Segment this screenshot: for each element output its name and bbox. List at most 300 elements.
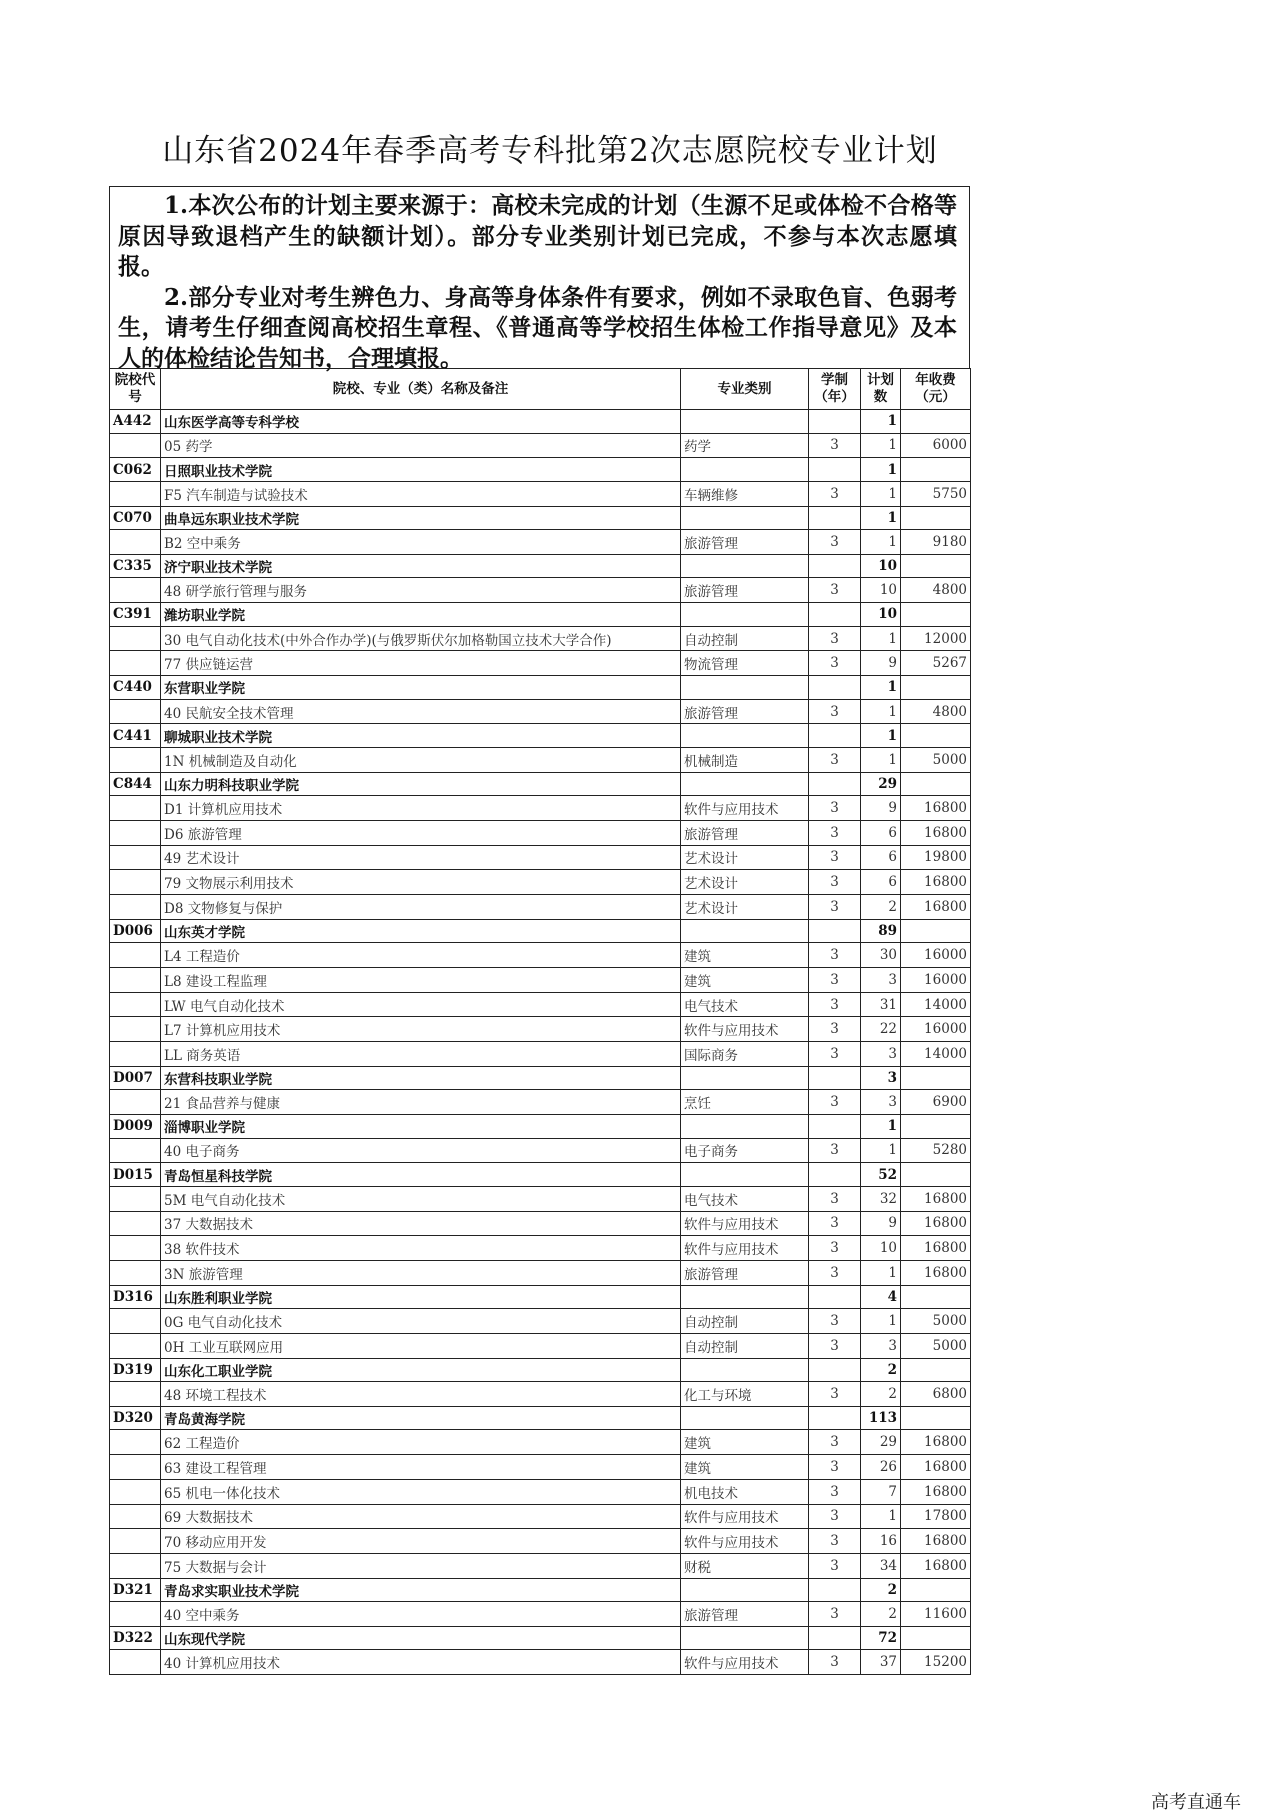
school-years-empty	[809, 1066, 861, 1090]
major-plan: 6	[861, 845, 901, 870]
major-fee: 5000	[901, 747, 971, 772]
school-row	[110, 772, 971, 796]
major-code-empty	[110, 820, 161, 845]
major-category: 建筑	[681, 1430, 809, 1455]
major-code-empty	[110, 845, 161, 870]
major-row	[110, 820, 971, 845]
header-category: 专业类别	[681, 369, 809, 410]
school-row	[110, 458, 971, 482]
school-category-empty	[681, 724, 809, 748]
major-fee: 6900	[901, 1090, 971, 1115]
major-plan: 1	[861, 747, 901, 772]
major-row	[110, 967, 971, 992]
major-name: 75 大数据与会计	[161, 1553, 681, 1578]
header-code: 院校代号	[110, 369, 161, 410]
major-fee: 16800	[901, 1186, 971, 1211]
major-code-empty	[110, 651, 161, 676]
school-row	[110, 919, 971, 943]
major-category: 旅游管理	[681, 820, 809, 845]
major-plan: 3	[861, 1090, 901, 1115]
school-row	[110, 1163, 971, 1187]
major-code-empty	[110, 796, 161, 821]
school-name: 山东医学高等专科学校	[161, 410, 681, 434]
major-name: 48 环境工程技术	[161, 1382, 681, 1407]
major-plan: 1	[861, 1309, 901, 1334]
major-category: 国际商务	[681, 1042, 809, 1067]
major-row	[110, 1211, 971, 1236]
school-fee-empty	[901, 1578, 971, 1602]
plan-table-body	[110, 410, 971, 1675]
major-row	[110, 1042, 971, 1067]
major-years: 3	[809, 1260, 861, 1285]
major-name: 40 电子商务	[161, 1138, 681, 1163]
major-years: 3	[809, 1650, 861, 1675]
note-1: 1.本次公布的计划主要来源于：高校未完成的计划（生源不足或体检不合格等原因导致退档产生的缺额计划）。部分专业类别计划已完成，不参与本次志愿填报。	[118, 192, 957, 280]
major-name: 0H 工业互联网应用	[161, 1333, 681, 1358]
major-row	[110, 870, 971, 895]
school-category-empty	[681, 1626, 809, 1650]
major-row	[110, 1455, 971, 1480]
major-code-empty	[110, 1138, 161, 1163]
major-code-empty	[110, 1186, 161, 1211]
school-plan-total: 2	[861, 1358, 901, 1382]
major-category: 软件与应用技术	[681, 1650, 809, 1675]
major-name: 40 计算机应用技术	[161, 1650, 681, 1675]
school-row	[110, 1358, 971, 1382]
school-row	[110, 603, 971, 627]
major-fee: 17800	[901, 1504, 971, 1529]
major-fee: 6800	[901, 1382, 971, 1407]
school-years-empty	[809, 1406, 861, 1430]
major-code-empty	[110, 1309, 161, 1334]
major-row	[110, 992, 971, 1017]
major-category: 旅游管理	[681, 530, 809, 555]
major-name: 3N 旅游管理	[161, 1260, 681, 1285]
major-code-empty	[110, 1260, 161, 1285]
major-fee: 14000	[901, 1042, 971, 1067]
major-plan: 3	[861, 1042, 901, 1067]
school-years-empty	[809, 1115, 861, 1139]
school-fee-empty	[901, 1285, 971, 1309]
major-name: 79 文物展示利用技术	[161, 870, 681, 895]
major-years: 3	[809, 1309, 861, 1334]
major-plan: 2	[861, 1382, 901, 1407]
major-name: 63 建设工程管理	[161, 1455, 681, 1480]
major-row	[110, 1236, 971, 1261]
school-code: D320	[110, 1406, 161, 1430]
school-category-empty	[681, 1163, 809, 1187]
school-name: 山东胜利职业学院	[161, 1285, 681, 1309]
school-years-empty	[809, 724, 861, 748]
major-row	[110, 1260, 971, 1285]
major-row	[110, 1504, 971, 1529]
major-name: L8 建设工程监理	[161, 967, 681, 992]
major-category: 软件与应用技术	[681, 796, 809, 821]
major-fee: 14000	[901, 992, 971, 1017]
school-fee-empty	[901, 410, 971, 434]
major-code-empty	[110, 1017, 161, 1042]
note-2: 2.部分专业对考生辨色力、身高等身体条件有要求，例如不录取色盲、色弱考生，请考生仔细查阅高校招生章程、《普通高等学校招生体检工作指导意见》及本人的体检结论告知书，合理填报。	[118, 283, 957, 372]
school-years-empty	[809, 1163, 861, 1187]
header-name: 院校、专业（类）名称及备注	[161, 369, 681, 410]
major-category: 艺术设计	[681, 870, 809, 895]
major-row	[110, 699, 971, 724]
school-code: D322	[110, 1626, 161, 1650]
major-category: 药学	[681, 433, 809, 458]
major-category: 旅游管理	[681, 578, 809, 603]
school-plan-total: 2	[861, 1578, 901, 1602]
major-years: 3	[809, 1529, 861, 1554]
major-category: 旅游管理	[681, 1602, 809, 1627]
major-plan: 37	[861, 1650, 901, 1675]
major-fee: 16000	[901, 967, 971, 992]
school-name: 山东英才学院	[161, 919, 681, 943]
school-name: 济宁职业技术学院	[161, 554, 681, 578]
major-category: 旅游管理	[681, 1260, 809, 1285]
major-years: 3	[809, 1382, 861, 1407]
school-name: 青岛恒星科技学院	[161, 1163, 681, 1187]
school-category-empty	[681, 772, 809, 796]
school-code: D006	[110, 919, 161, 943]
school-years-empty	[809, 676, 861, 700]
major-plan: 6	[861, 870, 901, 895]
major-category: 电气技术	[681, 992, 809, 1017]
school-row	[110, 1066, 971, 1090]
major-name: L4 工程造价	[161, 943, 681, 968]
major-fee: 16800	[901, 1553, 971, 1578]
major-category: 建筑	[681, 1455, 809, 1480]
major-plan: 1	[861, 1504, 901, 1529]
major-fee: 5000	[901, 1333, 971, 1358]
school-plan-total: 10	[861, 603, 901, 627]
major-fee: 15200	[901, 1650, 971, 1675]
major-fee: 16800	[901, 1430, 971, 1455]
major-name: 48 研学旅行管理与服务	[161, 578, 681, 603]
school-years-empty	[809, 1626, 861, 1650]
major-row	[110, 1017, 971, 1042]
major-plan: 9	[861, 796, 901, 821]
major-fee: 5280	[901, 1138, 971, 1163]
school-name: 山东力明科技职业学院	[161, 772, 681, 796]
school-code: C070	[110, 506, 161, 530]
major-plan: 3	[861, 1333, 901, 1358]
school-fee-empty	[901, 458, 971, 482]
major-category: 艺术设计	[681, 895, 809, 920]
major-years: 3	[809, 1211, 861, 1236]
school-category-empty	[681, 1406, 809, 1430]
major-fee: 16800	[901, 796, 971, 821]
school-category-empty	[681, 554, 809, 578]
major-name: 0G 电气自动化技术	[161, 1309, 681, 1334]
major-name: 49 艺术设计	[161, 845, 681, 870]
school-row	[110, 506, 971, 530]
major-row	[110, 1529, 971, 1554]
school-fee-empty	[901, 1115, 971, 1139]
major-name: 21 食品营养与健康	[161, 1090, 681, 1115]
major-category: 软件与应用技术	[681, 1017, 809, 1042]
major-plan: 7	[861, 1479, 901, 1504]
major-name: D6 旅游管理	[161, 820, 681, 845]
major-row	[110, 1479, 971, 1504]
major-plan: 16	[861, 1529, 901, 1554]
school-fee-empty	[901, 724, 971, 748]
major-code-empty	[110, 1504, 161, 1529]
major-category: 软件与应用技术	[681, 1504, 809, 1529]
major-plan: 10	[861, 1236, 901, 1261]
major-code-empty	[110, 895, 161, 920]
school-name: 山东化工职业学院	[161, 1358, 681, 1382]
major-fee: 9180	[901, 530, 971, 555]
major-years: 3	[809, 943, 861, 968]
major-category: 机电技术	[681, 1479, 809, 1504]
major-code-empty	[110, 1553, 161, 1578]
major-code-empty	[110, 1455, 161, 1480]
school-code: D321	[110, 1578, 161, 1602]
school-plan-total: 113	[861, 1406, 901, 1430]
major-plan: 22	[861, 1017, 901, 1042]
school-plan-total: 3	[861, 1066, 901, 1090]
school-name: 淄博职业学院	[161, 1115, 681, 1139]
major-row	[110, 1186, 971, 1211]
school-name: 日照职业技术学院	[161, 458, 681, 482]
major-row	[110, 530, 971, 555]
school-plan-total: 10	[861, 554, 901, 578]
major-fee: 12000	[901, 626, 971, 651]
school-plan-total: 1	[861, 410, 901, 434]
major-name: 77 供应链运营	[161, 651, 681, 676]
school-row	[110, 1578, 971, 1602]
major-fee: 6000	[901, 433, 971, 458]
header-plan: 计划数	[861, 369, 901, 410]
school-years-empty	[809, 410, 861, 434]
major-plan: 29	[861, 1430, 901, 1455]
major-years: 3	[809, 992, 861, 1017]
school-plan-total: 52	[861, 1163, 901, 1187]
major-plan: 32	[861, 1186, 901, 1211]
major-category: 自动控制	[681, 626, 809, 651]
school-plan-total: 1	[861, 676, 901, 700]
major-category: 自动控制	[681, 1309, 809, 1334]
major-years: 3	[809, 967, 861, 992]
major-row	[110, 481, 971, 506]
major-category: 建筑	[681, 967, 809, 992]
major-category: 建筑	[681, 943, 809, 968]
major-plan: 9	[861, 651, 901, 676]
school-code: D319	[110, 1358, 161, 1382]
major-name: D8 文物修复与保护	[161, 895, 681, 920]
major-plan: 1	[861, 530, 901, 555]
school-code: C441	[110, 724, 161, 748]
major-name: 1N 机械制造及自动化	[161, 747, 681, 772]
school-plan-total: 4	[861, 1285, 901, 1309]
school-name: 东营科技职业学院	[161, 1066, 681, 1090]
major-row	[110, 1309, 971, 1334]
major-name: 65 机电一体化技术	[161, 1479, 681, 1504]
major-row	[110, 1650, 971, 1675]
major-fee: 16000	[901, 943, 971, 968]
major-name: B2 空中乘务	[161, 530, 681, 555]
major-code-empty	[110, 943, 161, 968]
major-years: 3	[809, 1017, 861, 1042]
major-years: 3	[809, 578, 861, 603]
major-years: 3	[809, 1504, 861, 1529]
major-years: 3	[809, 1138, 861, 1163]
major-row	[110, 578, 971, 603]
school-category-empty	[681, 458, 809, 482]
school-fee-empty	[901, 554, 971, 578]
major-fee: 16800	[901, 895, 971, 920]
major-years: 3	[809, 1479, 861, 1504]
school-code: C440	[110, 676, 161, 700]
major-code-empty	[110, 626, 161, 651]
school-name: 潍坊职业学院	[161, 603, 681, 627]
major-category: 电子商务	[681, 1138, 809, 1163]
major-category: 电气技术	[681, 1186, 809, 1211]
school-name: 青岛黄海学院	[161, 1406, 681, 1430]
major-category: 财税	[681, 1553, 809, 1578]
school-name: 东营职业学院	[161, 676, 681, 700]
major-name: 38 软件技术	[161, 1236, 681, 1261]
major-row	[110, 651, 971, 676]
school-row	[110, 1285, 971, 1309]
major-years: 3	[809, 1236, 861, 1261]
major-row	[110, 433, 971, 458]
school-years-empty	[809, 506, 861, 530]
school-fee-empty	[901, 772, 971, 796]
watermark-text: 高考直通车	[1151, 1792, 1241, 1813]
major-row	[110, 895, 971, 920]
major-fee: 16800	[901, 820, 971, 845]
major-code-empty	[110, 1333, 161, 1358]
school-category-empty	[681, 1066, 809, 1090]
school-category-empty	[681, 410, 809, 434]
school-row	[110, 1115, 971, 1139]
major-years: 3	[809, 796, 861, 821]
major-code-empty	[110, 1042, 161, 1067]
school-row	[110, 1406, 971, 1430]
major-row	[110, 747, 971, 772]
major-plan: 9	[861, 1211, 901, 1236]
major-plan: 6	[861, 820, 901, 845]
major-years: 3	[809, 1186, 861, 1211]
school-plan-total: 1	[861, 506, 901, 530]
school-category-empty	[681, 1358, 809, 1382]
major-code-empty	[110, 699, 161, 724]
major-code-empty	[110, 1529, 161, 1554]
major-name: D1 计算机应用技术	[161, 796, 681, 821]
major-code-empty	[110, 1650, 161, 1675]
major-plan: 1	[861, 481, 901, 506]
major-years: 3	[809, 1602, 861, 1627]
school-plan-total: 1	[861, 724, 901, 748]
major-category: 机械制造	[681, 747, 809, 772]
major-fee: 16000	[901, 1017, 971, 1042]
school-plan-total: 1	[861, 458, 901, 482]
major-plan: 1	[861, 699, 901, 724]
major-years: 3	[809, 1455, 861, 1480]
major-fee: 16800	[901, 870, 971, 895]
major-row	[110, 1430, 971, 1455]
major-years: 3	[809, 870, 861, 895]
school-fee-empty	[901, 676, 971, 700]
major-years: 3	[809, 845, 861, 870]
school-name: 曲阜远东职业技术学院	[161, 506, 681, 530]
major-name: LL 商务英语	[161, 1042, 681, 1067]
major-code-empty	[110, 967, 161, 992]
major-code-empty	[110, 1382, 161, 1407]
school-code: D316	[110, 1285, 161, 1309]
major-years: 3	[809, 1090, 861, 1115]
major-row	[110, 1553, 971, 1578]
school-name: 山东现代学院	[161, 1626, 681, 1650]
major-name: 62 工程造价	[161, 1430, 681, 1455]
major-plan: 26	[861, 1455, 901, 1480]
major-code-empty	[110, 1211, 161, 1236]
major-code-empty	[110, 1236, 161, 1261]
school-row	[110, 724, 971, 748]
major-years: 3	[809, 530, 861, 555]
school-category-empty	[681, 919, 809, 943]
school-name: 聊城职业技术学院	[161, 724, 681, 748]
school-fee-empty	[901, 506, 971, 530]
major-category: 软件与应用技术	[681, 1236, 809, 1261]
header-years: 学制（年）	[809, 369, 861, 410]
major-name: 40 空中乘务	[161, 1602, 681, 1627]
major-fee: 19800	[901, 845, 971, 870]
major-fee: 4800	[901, 699, 971, 724]
major-row	[110, 1090, 971, 1115]
major-code-empty	[110, 481, 161, 506]
major-years: 3	[809, 433, 861, 458]
school-fee-empty	[901, 1626, 971, 1650]
major-name: 37 大数据技术	[161, 1211, 681, 1236]
school-years-empty	[809, 1285, 861, 1309]
major-name: 5M 电气自动化技术	[161, 1186, 681, 1211]
school-code: D015	[110, 1163, 161, 1187]
school-code: C062	[110, 458, 161, 482]
major-plan: 1	[861, 1260, 901, 1285]
major-category: 软件与应用技术	[681, 1211, 809, 1236]
school-code: D007	[110, 1066, 161, 1090]
major-years: 3	[809, 699, 861, 724]
school-category-empty	[681, 1115, 809, 1139]
notes-box	[109, 186, 970, 372]
major-years: 3	[809, 626, 861, 651]
school-fee-empty	[901, 1163, 971, 1187]
school-code: C335	[110, 554, 161, 578]
major-code-empty	[110, 578, 161, 603]
school-category-empty	[681, 603, 809, 627]
page-title: 山东省2024年春季高考专科批第2次志愿院校专业计划	[162, 133, 938, 169]
major-plan: 1	[861, 626, 901, 651]
major-row	[110, 1602, 971, 1627]
major-code-empty	[110, 992, 161, 1017]
major-years: 3	[809, 895, 861, 920]
major-code-empty	[110, 1090, 161, 1115]
school-years-empty	[809, 458, 861, 482]
school-row	[110, 554, 971, 578]
school-fee-empty	[901, 603, 971, 627]
major-plan: 3	[861, 967, 901, 992]
major-plan: 1	[861, 1138, 901, 1163]
major-category: 化工与环境	[681, 1382, 809, 1407]
major-years: 3	[809, 651, 861, 676]
school-fee-empty	[901, 1406, 971, 1430]
school-fee-empty	[901, 1358, 971, 1382]
major-name: 40 民航安全技术管理	[161, 699, 681, 724]
major-name: L7 计算机应用技术	[161, 1017, 681, 1042]
school-years-empty	[809, 1358, 861, 1382]
